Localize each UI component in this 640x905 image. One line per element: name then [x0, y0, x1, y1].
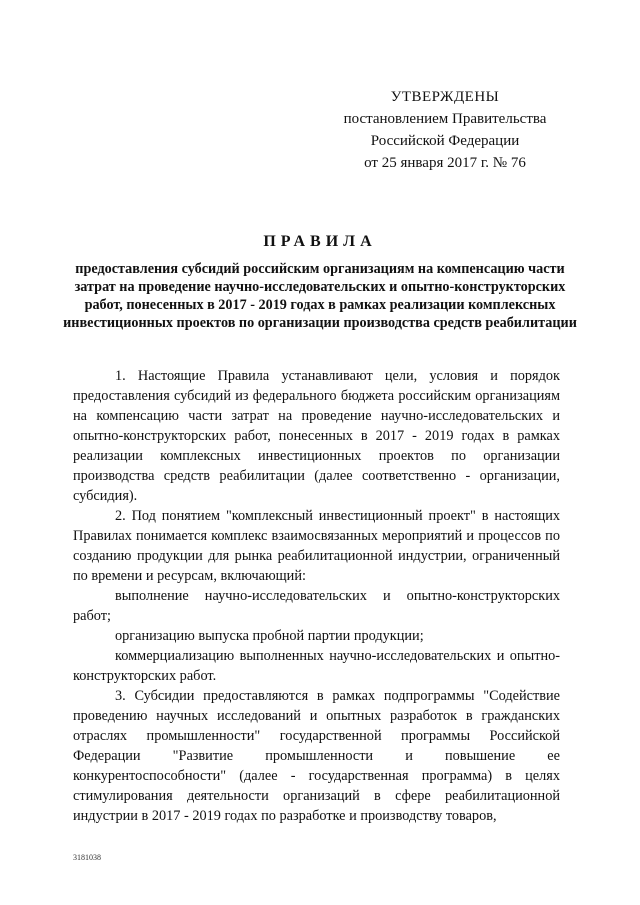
- approval-line-1: постановлением Правительства: [343, 111, 547, 127]
- footer-document-code: 3181038: [73, 853, 101, 862]
- list-item-research: выполнение научно-исследовательских и опытно-конструкторских работ;: [73, 588, 560, 624]
- list-item-pilot-batch: организацию выпуска пробной партии продукции;: [115, 628, 424, 644]
- approval-block: [330, 86, 560, 174]
- document-subtitle: предоставления субсидий российским организациям на компенсацию части затрат на проведение научно-исследовательских и опытно-конструкторских работ, понесенных в 2017 - 2019 годах в рамках реализации комплексных инвестиционных проектов по организации производства средств реабилитации: [63, 261, 577, 331]
- approval-line-2: Российской Федерации: [370, 133, 520, 149]
- paragraph-2: 2. Под понятием "комплексный инвестиционный проект" в настоящих Правилах понимается комплекс взаимосвязанных мероприятий и процессов по созданию продукции для рынка реабилитационной индустрии, ограниченный по времени и ресурсам, включающий:: [73, 508, 560, 584]
- document-body: [73, 366, 560, 826]
- paragraph-3: 3. Субсидии предоставляются в рамках подпрограммы "Содействие проведению научных исследований и опытных разработок в гражданских отраслях промышленности" государственной программы Российской Федерации "Развитие промышленности и повышение ее конкурентоспособности" (далее - государственная программа) в целях стимулирования деятельности организаций в сфере реабилитационной индустрии в 2017 - 2019 годах по разработке и производству товаров,: [73, 688, 560, 824]
- paragraph-1: 1. Настоящие Правила устанавливают цели, условия и порядок предоставления субсидий из федерального бюджета российским организациям на компенсацию части затрат на проведение научно-исследовательских и опытно-конструкторских работ, понесенных в 2017 - 2019 годах в рамках реализации комплексных инвестиционных проектов по организации производства средств реабилитации (далее соответственно - организации, субсидия).: [73, 368, 560, 504]
- list-item-commercialization: коммерциализацию выполненных научно-исследовательских и опытно-конструкторских работ.: [73, 648, 560, 684]
- approval-line-3: от 25 января 2017 г. № 76: [364, 155, 526, 171]
- document-title: ПРАВИЛА: [263, 233, 377, 250]
- approval-heading: УТВЕРЖДЕНЫ: [390, 89, 500, 105]
